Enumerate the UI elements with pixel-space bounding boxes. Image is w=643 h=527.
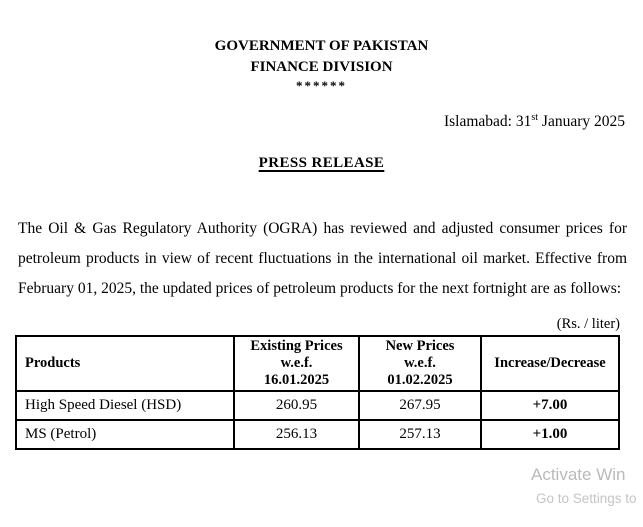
product-name-cell: MS (Petrol)	[16, 420, 234, 449]
new-price-cell: 267.95	[359, 391, 481, 420]
unit-label: (Rs. / liter)	[556, 316, 620, 332]
column-header-increase-decrease: Increase/Decrease	[481, 336, 619, 391]
header-line-division: FINANCE DIVISION	[250, 59, 393, 75]
activate-windows-watermark-line2: Go to Settings to	[536, 491, 637, 506]
dateline-prefix: Islamabad: 31	[443, 113, 532, 130]
press-release-heading: PRESS RELEASE	[258, 155, 385, 171]
new-price-cell: 257.13	[359, 420, 481, 449]
activate-windows-watermark-line1: Activate Win	[531, 465, 626, 484]
dateline-ordinal: st	[531, 111, 539, 123]
change-cell: +7.00	[481, 391, 619, 420]
column-header-existing-prices: Existing Prices w.e.f. 16.01.2025	[234, 336, 359, 391]
table-row-hsd	[16, 391, 619, 420]
dateline	[0, 113, 625, 131]
existing-price-cell: 260.95	[234, 391, 359, 420]
header-separator-stars: ******	[296, 78, 347, 93]
body-paragraph: The Oil & Gas Regulatory Authority (OGRA) has reviewed and adjusted consumer prices for petroleum products in view of recent fluctuations in the international oil market. Effective from February 01, 2025, the updated prices of petroleum products for the next fortnight are as follows:	[18, 220, 627, 297]
document-header	[0, 36, 643, 93]
column-header-products: Products	[16, 336, 234, 391]
dateline-suffix: January 2025	[538, 113, 625, 130]
price-table	[15, 335, 620, 450]
column-header-new-prices: New Prices w.e.f. 01.02.2025	[359, 336, 481, 391]
table-header-row	[16, 336, 619, 391]
table-row-petrol	[16, 420, 619, 449]
change-cell: +1.00	[481, 420, 619, 449]
header-line-government: GOVERNMENT OF PAKISTAN	[214, 38, 429, 54]
existing-price-cell: 256.13	[234, 420, 359, 449]
product-name-cell: High Speed Diesel (HSD)	[16, 391, 234, 420]
